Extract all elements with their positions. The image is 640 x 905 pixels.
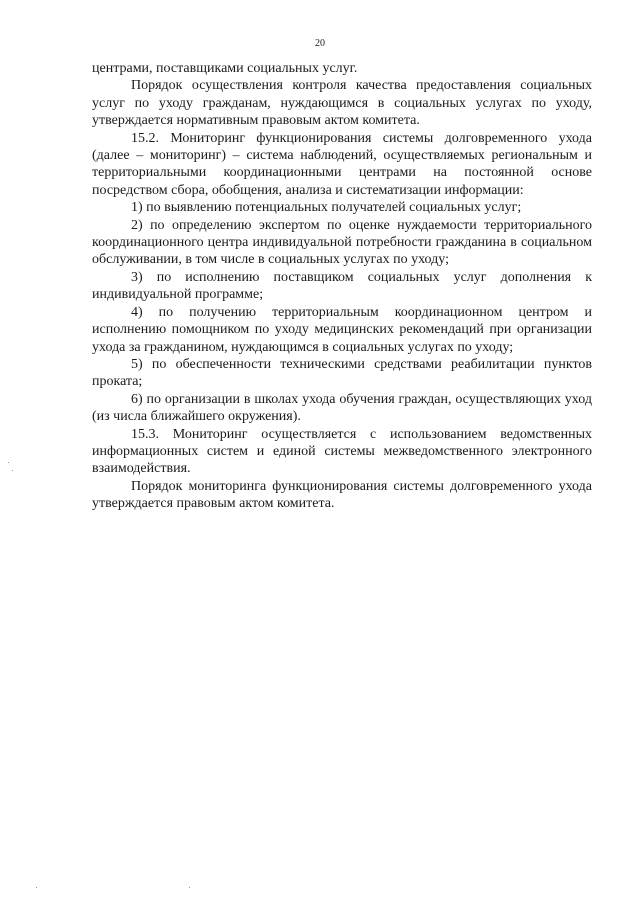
paragraph-continuation: центрами, поставщиками социальных услуг. [92, 61, 358, 76]
page-number: 20 [315, 38, 325, 49]
list-item-3: 3) по исполнению поставщиком социальных услуг дополнения к индивидуальной программе; [92, 269, 592, 303]
paragraph-15-3-monitoring: 15.3. Мониторинг осуществляется с использованием ведомственных информационных систем и единой системы межведомственного электронного взаимодействия. [92, 426, 592, 477]
paragraph-15-2-monitoring: 15.2. Мониторинг функционирования системы долговременного ухода (далее – мониторинг) – система наблюдений, осуществляемых региональным и территориальными координационными центрами на постоянной основе посредством сбора, обобщения, анализа и систематизации информации: [92, 130, 592, 198]
list-item-5: 5) по обеспеченности техническими средствами реабилитации пунктов проката; [92, 356, 592, 390]
paragraph-control-procedure: Порядок осуществления контроля качества предоставления социальных услуг по уходу гражданам, нуждающимся в социальных услугах по уходу, утверждается нормативным правовым актом комитета. [92, 78, 592, 129]
scan-speck [12, 470, 13, 471]
list-item-1: 1) по выявлению потенциальных получателей социальных услуг; [131, 200, 522, 216]
scan-speck [36, 887, 37, 888]
scan-speck [189, 887, 190, 888]
document-body [92, 60, 592, 513]
list-item-6: 6) по организации в школах ухода обучения граждан, осуществляющих уход (из числа ближайшего окружения). [92, 391, 592, 425]
paragraph-monitoring-procedure: Порядок мониторинга функционирования системы долговременного ухода утверждается правовым актом комитета. [92, 478, 592, 512]
list-item-2: 2) по определению экспертом по оценке нуждаемости территориального координационного центра индивидуальной потребности гражданина в социальном обслуживании, в том числе в социальных услугах по уходу; [92, 217, 592, 268]
list-item-4: 4) по получению территориальным координационном центром и исполнению помощником по уходу медицинских рекомендаций при организации ухода за гражданином, нуждающимся в социальных услугах по уходу; [92, 304, 592, 355]
scan-speck [8, 462, 9, 463]
